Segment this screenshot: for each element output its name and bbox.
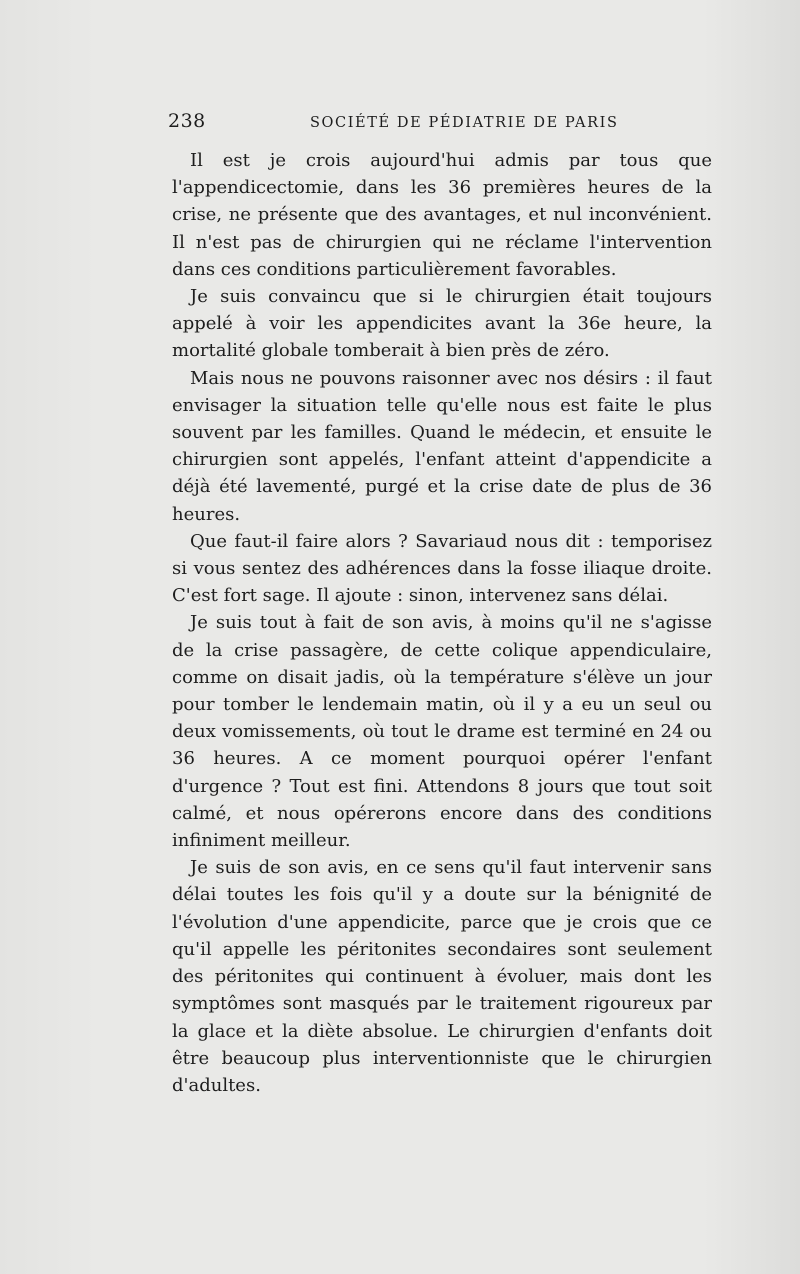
paragraph: Il est je crois aujourd'hui admis par tous que l'appendicectomie, dans les 36 premières heures de la crise, ne présente que des avantages, et nul inconvénient. Il n'est pas de chirurgien qui ne réclame l'intervention dans ces conditions particulièrement favorables. [172, 150, 712, 280]
page-number: 238 [168, 110, 206, 132]
paragraph: Je suis de son avis, en ce sens qu'il faut intervenir sans délai toutes les fois qu'il y a doute sur la bénignité de l'évolution d'une appendicite, parce que je crois que ce qu'il appelle les péritonites secondaires sont seulement des péritonites qui continuent à évoluer, mais dont les symptômes sont masqués par le traitement rigoureux par la glace et la diète absolue. Le chirurgien d'enfants doit être beaucoup plus interventionniste que le chirurgien d'adultes. [172, 857, 712, 1096]
paragraph: Mais nous ne pouvons raisonner avec nos désirs : il faut envisager la situation telle qu'elle nous est faite le plus souvent par les familles. Quand le médecin, et ensuite le chirurgien sont appelés, l'enfant atteint d'appendicite a déjà été lavementé, purgé et la crise date de plus de 36 heures. [172, 367, 712, 525]
paragraph: Que faut-il faire alors ? Savariaud nous dit : temporisez si vous sentez des adhérences dans la fosse iliaque droite. C'est fort sage. Il ajoute : sinon, intervenez sans délai. [172, 530, 712, 607]
page-header [168, 110, 713, 140]
running-title: SOCIÉTÉ DE PÉDIATRIE DE PARIS [310, 115, 619, 131]
paragraph: Je suis convaincu que si le chirurgien était toujours appelé à voir les appendicites avant la 36e heure, la mortalité globale tomberait à bien près de zéro. [172, 286, 712, 362]
body-text [172, 147, 712, 1099]
paragraph: Je suis tout à fait de son avis, à moins qu'il ne s'agisse de la crise passagère, de cette colique appendiculaire, comme on disait jadis, où la température s'élève un jour pour tomber le lendemain matin, où il y a eu un seul ou deux vomissements, où tout le drame est terminé en 24 ou 36 heures. A ce moment pourquoi opérer l'enfant d'urgence ? Tout est fini. Attendons 8 jours que tout soit calmé, et nous opérerons encore dans des conditions infiniment meilleur. [172, 612, 712, 852]
